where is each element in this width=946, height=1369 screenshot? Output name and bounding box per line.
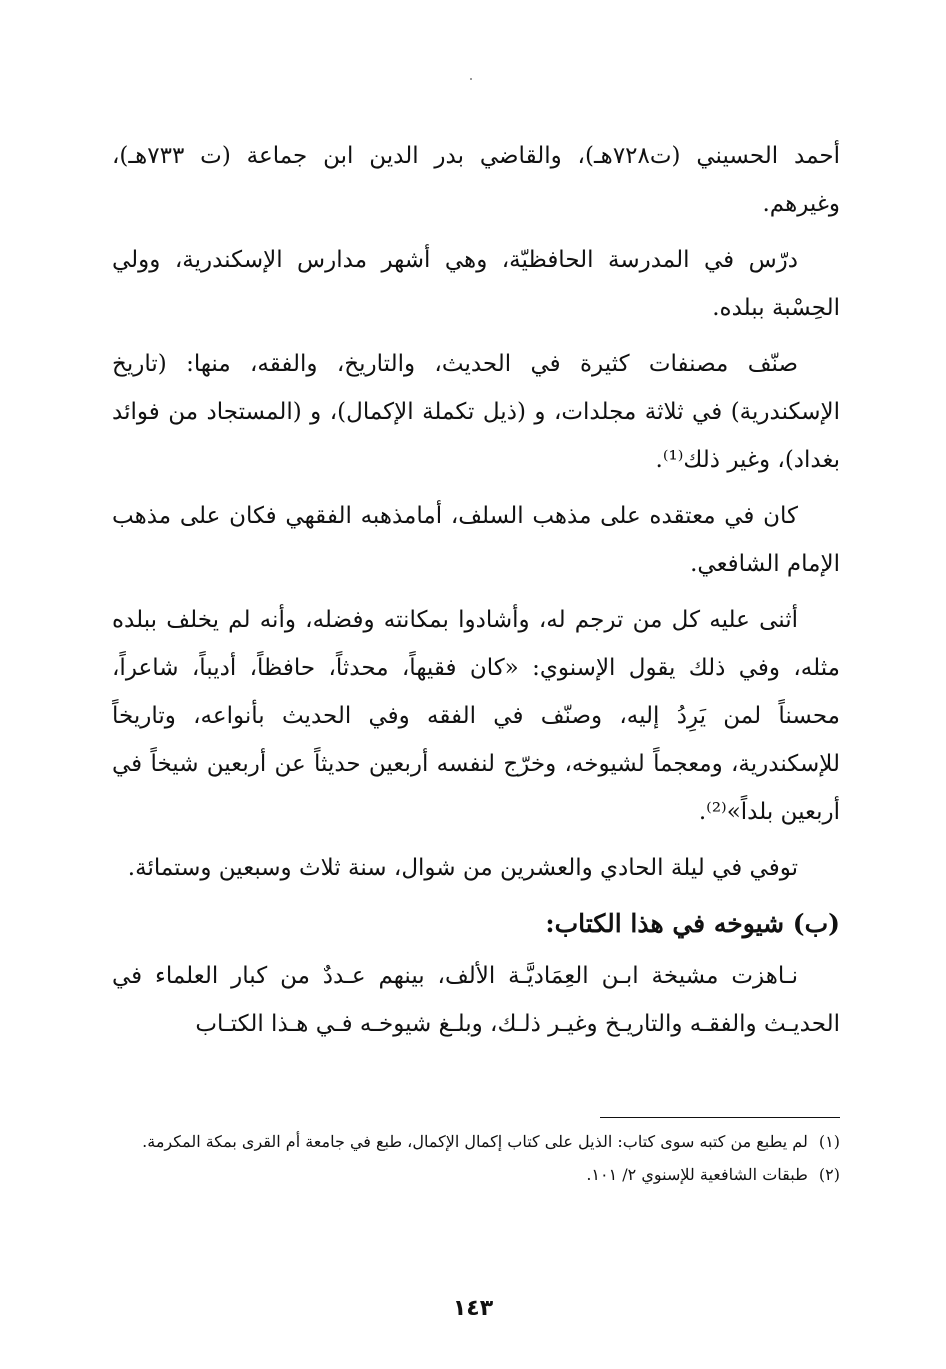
footnote-text: طبقات الشافعية للإسنوي ٢/ ١٠١. <box>586 1165 808 1184</box>
paragraph: أحمد الحسيني (ت٧٢٨هـ)، والقاضي بدر الدين ابن جماعة (ت ٧٣٣هـ)، وغيرهم. <box>112 143 840 217</box>
paragraph: توفي في ليلة الحادي والعشرين من شوال، سنة ثلاث وسبعين وستمائة. <box>127 855 798 881</box>
footnote-number: (٢) <box>818 1165 840 1184</box>
paragraph: أثنى عليه كل من ترجم له، وأشادوا بمكانته وفضله، وأنه لم يخلف ببلده مثله، وفي ذلك يقول الإسنوي: «كان فقيهاً، محدثاً، حافظاً، أديباً، شاعراً، محسناً لمن يَرِدُ إليه، وصنّف في الفقه وفي الحديث بأنواعه، وتاريخاً للإسكندرية، ومعجماً لشيوخه، وخرّج لنفسه أربعين حديثاً عن أربعين شيخاً في أربعين بلداً»⁽²⁾. <box>112 607 840 825</box>
paragraph: نـاهزت مشيخة ابـن العِمَاديَّـة الألف، بينهم عـددٌ من كبار العلماء في الحديـث والفقـه والتاريـخ وغيـر ذلـك، وبلـغ شيوخـه فـي هـذا الكتـاب <box>112 963 840 1037</box>
footnote <box>112 1161 840 1188</box>
page-number: ١٤٣ <box>452 1296 494 1321</box>
paragraph: درّس في المدرسة الحافظيّة، وهي أشهر مدارس الإسكندرية، وولي الحِسْبة ببلده. <box>112 247 840 321</box>
scan-speck <box>470 78 472 80</box>
main-text <box>112 132 840 1056</box>
section-heading: (ب) شيوخه في هذا الكتاب: <box>545 909 840 938</box>
footnote-number: (١) <box>818 1132 840 1151</box>
footnote-divider <box>600 1117 840 1118</box>
footnote-text: لم يطبع من كتبه سوى كتاب: الذيل على كتاب إكمال الإكمال، طبع في جامعة أم القرى بمكة المكرمة. <box>142 1132 808 1151</box>
footnote <box>112 1128 840 1155</box>
paragraph: صنّف مصنفات كثيرة في الحديث، والتاريخ، والفقه، منها: (تاريخ الإسكندرية) في ثلاثة مجلدات، و (ذيل تكملة الإكمال)، و (المستجاد من فوائد بغداد)، وغير ذلك⁽¹⁾. <box>112 351 840 473</box>
footnotes <box>112 1128 840 1194</box>
paragraph: كان في معتقده على مذهب السلف، أمامذهبه الفقهي فكان على مذهب الإمام الشافعي. <box>112 503 840 577</box>
